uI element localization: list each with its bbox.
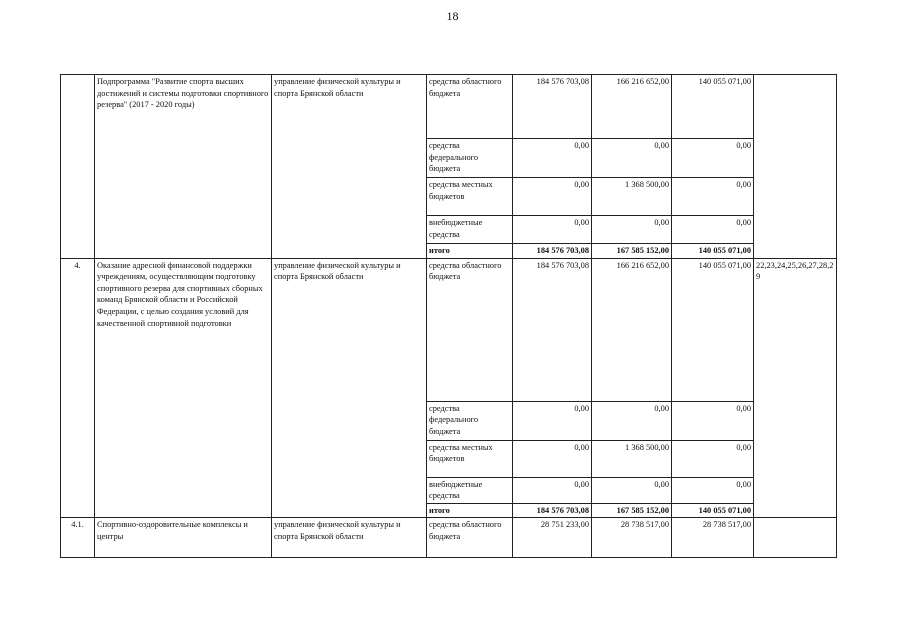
amount-2019: 28 738 517,00 [592, 518, 672, 558]
amount-2019: 1 368 500,00 [592, 440, 672, 477]
amount-2019: 0,00 [592, 216, 672, 244]
target-indicators: 22,23,24,25,26,27,28,29 [754, 258, 837, 518]
amount-2018: 0,00 [513, 477, 592, 503]
table-row [61, 258, 837, 401]
activity-executor: управление физической культуры и спорта Брянской области [272, 518, 427, 558]
row-index: 4.1. [61, 518, 95, 558]
amount-2020: 28 738 517,00 [672, 518, 754, 558]
indicators-cell [754, 518, 837, 558]
funding-source: внебюджетные средства [427, 477, 513, 503]
total-2018: 184 576 703,08 [513, 244, 592, 259]
table-row [61, 518, 837, 558]
amount-2019: 166 216 652,00 [592, 75, 672, 139]
amount-2020: 0,00 [672, 216, 754, 244]
amount-2020: 0,00 [672, 477, 754, 503]
amount-2020: 0,00 [672, 401, 754, 440]
amount-2019: 1 368 500,00 [592, 178, 672, 216]
funding-source: средства местных бюджетов [427, 440, 513, 477]
activity-name: Оказание адресной финансовой поддержки учреждениям, осуществляющим подготовку спортивного резерва для спортивных сборных команд Брянской области и Российской Федерации, с целью создания условий для качественной спортивной подготовки [95, 258, 272, 518]
amount-2018: 0,00 [513, 440, 592, 477]
amount-2020: 140 055 071,00 [672, 75, 754, 139]
total-2019: 167 585 152,00 [592, 244, 672, 259]
amount-2018: 184 576 703,08 [513, 258, 592, 401]
funding-source: средства областного бюджета [427, 518, 513, 558]
total-2018: 184 576 703,08 [513, 503, 592, 518]
row-index-cell [61, 75, 95, 259]
subprogram-name: Подпрограмма "Развитие спорта высших достижений и системы подготовки спортивного резерва" (2017 - 2020 годы) [95, 75, 272, 259]
total-2020: 140 055 071,00 [672, 244, 754, 259]
funding-source: внебюджетные средства [427, 216, 513, 244]
amount-2018: 0,00 [513, 401, 592, 440]
funding-source: средства областного бюджета [427, 258, 513, 401]
activity-executor: управление физической культуры и спорта Брянской области [272, 258, 427, 518]
amount-2018: 28 751 233,00 [513, 518, 592, 558]
total-label: итого [427, 244, 513, 259]
budget-table [60, 74, 837, 558]
total-2020: 140 055 071,00 [672, 503, 754, 518]
funding-source: средства областного бюджета [427, 75, 513, 139]
funding-source: средства местных бюджетов [427, 178, 513, 216]
amount-2020: 0,00 [672, 139, 754, 178]
indicators-cell [754, 75, 837, 259]
amount-2020: 140 055 071,00 [672, 258, 754, 401]
amount-2019: 0,00 [592, 477, 672, 503]
amount-2018: 0,00 [513, 178, 592, 216]
amount-2020: 0,00 [672, 178, 754, 216]
amount-2018: 0,00 [513, 216, 592, 244]
page-number: 18 [446, 9, 459, 23]
amount-2018: 184 576 703,08 [513, 75, 592, 139]
amount-2019: 0,00 [592, 401, 672, 440]
amount-2018: 0,00 [513, 139, 592, 178]
amount-2019: 0,00 [592, 139, 672, 178]
table-row [61, 75, 837, 139]
activity-name: Спортивно-оздоровительные комплексы и центры [95, 518, 272, 558]
funding-source: средства федерального бюджета [427, 401, 513, 440]
total-label: итого [427, 503, 513, 518]
amount-2020: 0,00 [672, 440, 754, 477]
row-index: 4. [61, 258, 95, 518]
funding-source: средства федерального бюджета [427, 139, 513, 178]
total-2019: 167 585 152,00 [592, 503, 672, 518]
amount-2019: 166 216 652,00 [592, 258, 672, 401]
subprogram-executor: управление физической культуры и спорта Брянской области [272, 75, 427, 259]
